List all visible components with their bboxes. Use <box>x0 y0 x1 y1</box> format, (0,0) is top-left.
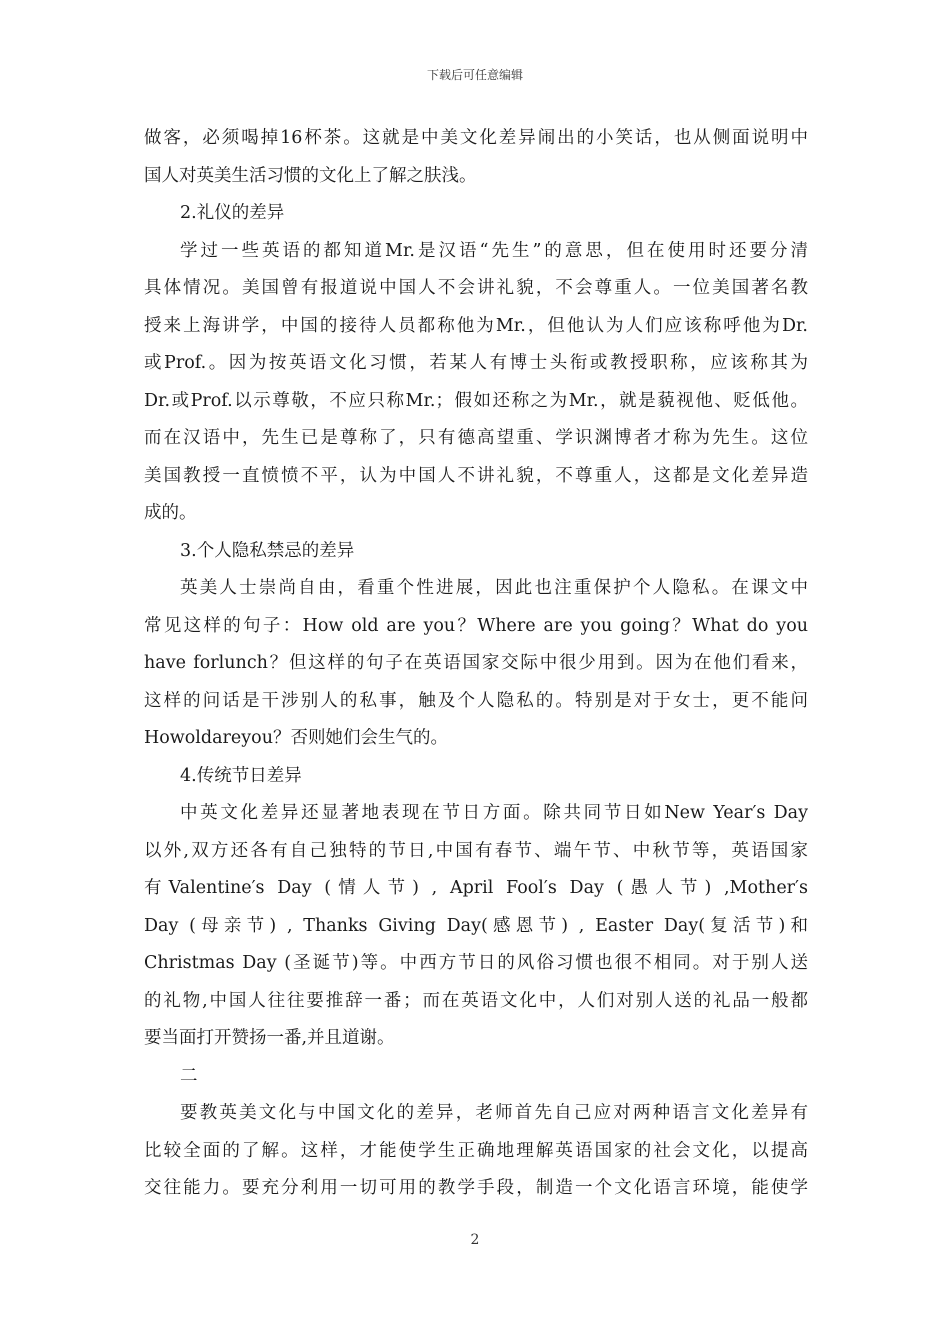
body-line: 做客，必须喝掉16杯茶。这就是中美文化差异闹出的小笑话，也从侧面说明中 <box>144 128 808 148</box>
section-heading: 2.礼仪的差异 <box>180 203 285 223</box>
section-heading: 4.传统节日差异 <box>180 765 302 786</box>
page-number: 2 <box>470 1232 480 1248</box>
section-heading: 3.个人隐私禁忌的差异 <box>180 540 355 561</box>
body-line: 中英文化差异还显著地表现在节日方面。除共同节日如New Year′s Day <box>180 803 808 823</box>
body-line: 美国教授一直愤愤不平，认为中国人不讲礼貌，不尊重人，这都是文化差异造 <box>144 465 808 486</box>
body-line: 成的。 <box>144 503 197 523</box>
body-line: have forlunch？但这样的句子在英语国家交际中很少用到。因为在他们看来， <box>144 653 808 673</box>
body-line: 有Valentine′s Day (情人节) , April Fool′s Day (愚人节) ,Mother′s <box>144 878 808 898</box>
body-line: 授来上海讲学，中国的接待人员都称他为Mr.，但他认为人们应该称呼他为Dr. <box>144 315 808 336</box>
body-line: Christmas Day (圣诞节)等。中西方节日的风俗习惯也很不相同。对于别人送 <box>144 953 808 973</box>
body-line: Howoldareyou？否则她们会生气的。 <box>144 728 448 748</box>
page-header: 下载后可任意编辑 <box>426 68 523 82</box>
body-line: 交往能力。要充分利用一切可用的教学手段，制造一个文化语言环境，能使学 <box>144 1178 808 1198</box>
body-line: 具体情况。美国曾有报道说中国人不会讲礼貌，不会尊重人。一位美国著名教 <box>144 278 808 298</box>
body-line: Day (母亲节) , Thanks Giving Day(感恩节) , Easter Day(复活节)和 <box>144 915 808 936</box>
body-line: 英美人士崇尚自由，看重个性进展，因此也注重保护个人隐私。在课文中 <box>180 578 808 598</box>
document-body <box>144 120 808 1208</box>
body-line: 这样的问话是干涉别人的私事，触及个人隐私的。特别是对于女士，更不能问 <box>144 690 808 711</box>
body-line: 比较全面的了解。这样，才能使学生正确地理解英语国家的社会文化，以提高 <box>144 1140 808 1161</box>
body-line: 学过一些英语的都知道Mr.是汉语“先生”的意思，但在使用时还要分清 <box>180 240 808 261</box>
section-heading: 二 <box>180 1065 198 1086</box>
body-line: 以外,双方还各有自己独特的节日,中国有春节、端午节、中秋节等，英语国家 <box>144 840 808 861</box>
body-line: 或Prof.。因为按英语文化习惯，若某人有博士头衔或教授职称，应该称其为 <box>144 353 808 373</box>
body-line: 要当面打开赞扬一番,并且道谢。 <box>144 1028 395 1048</box>
body-line: 国人对英美生活习惯的文化上了解之肤浅。 <box>144 165 477 186</box>
body-line: 常见这样的句子：How old are you？Where are you going？What do you <box>144 615 808 636</box>
body-line: Dr.或Prof.以示尊敬，不应只称Mr.；假如还称之为Mr.，就是藐视他、贬低他。 <box>144 390 808 411</box>
body-line: 的礼物,中国人往往要推辞一番；而在英语文化中，人们对别人送的礼品一般都 <box>144 990 808 1011</box>
body-line: 而在汉语中，先生已是尊称了，只有德高望重、学识渊博者才称为先生。这位 <box>144 428 808 448</box>
body-line: 要教英美文化与中国文化的差异，老师首先自己应对两种语言文化差异有 <box>180 1103 808 1123</box>
